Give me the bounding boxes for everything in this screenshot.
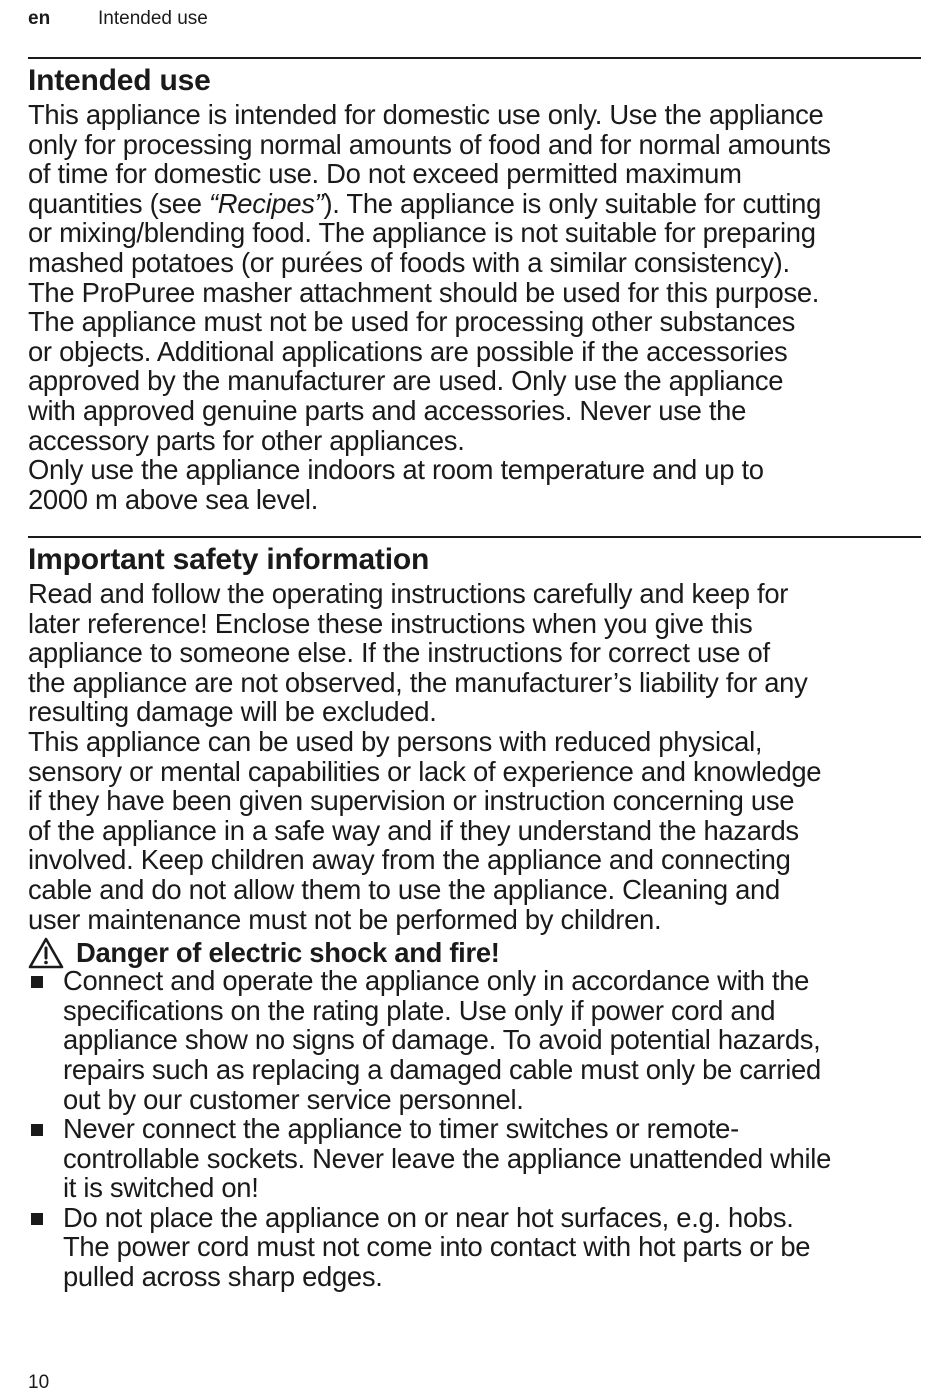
text-line: repairs such as replacing a damaged cable must only be carried (63, 1053, 821, 1085)
text-line: cable and do not allow them to use the appliance. Cleaning and (28, 873, 780, 905)
bullet-square-icon (31, 976, 43, 988)
text-segment: quantities (see (28, 187, 209, 219)
text-line: The ProPuree masher attachment should be used for this purpose. (28, 276, 820, 308)
text-line: Do not place the appliance on or near hot surfaces, e.g. hobs. (63, 1201, 794, 1233)
warning-text: Danger of electric shock and fire! (76, 937, 500, 969)
text-line: it is switched on! (63, 1172, 259, 1204)
text-line: sensory or mental capabilities or lack of experience and knowledge (28, 755, 822, 787)
section-title: Important safety information (28, 543, 430, 576)
section-divider (28, 536, 921, 538)
text-line: of the appliance in a safe way and if they understand the hazards (28, 814, 799, 846)
safety-text (28, 579, 921, 934)
text-line: This appliance is intended for domestic use only. Use the appliance (28, 99, 824, 130)
text-line: Never connect the appliance to timer switches or remote- (63, 1113, 739, 1145)
section-divider (28, 57, 921, 59)
text-line: Read and follow the operating instructions carefully and keep for (28, 578, 789, 609)
text-line: controllable sockets. Never leave the appliance unattended while (63, 1142, 832, 1174)
text-line: of time for domestic use. Do not exceed permitted maximum (28, 158, 742, 190)
text-line: involved. Keep children away from the appliance and connecting (28, 844, 791, 876)
text-line: the appliance are not observed, the manufacturer’s liability for any (28, 666, 808, 698)
page-number: 10 (28, 1372, 50, 1393)
text-line: accessory parts for other appliances. (28, 424, 465, 456)
text-line (28, 189, 921, 219)
intended-use-text (28, 100, 921, 514)
text-line: approved by the manufacturer are used. Only use the appliance (28, 365, 784, 397)
list-item (28, 1203, 921, 1292)
text-line: specifications on the rating plate. Use only if power cord and (63, 994, 776, 1026)
text-line: Only use the appliance indoors at room temperature and up to (28, 454, 764, 486)
text-line: appliance show no signs of damage. To avoid potential hazards, (63, 1024, 821, 1056)
language-code: en (28, 8, 51, 29)
text-line: mashed potatoes (or purées of foods with a similar consistency). (28, 246, 790, 278)
text-line: resulting damage will be excluded. (28, 696, 437, 728)
warning-triangle-icon (28, 937, 64, 969)
text-line: later reference! Enclose these instructions when you give this (28, 607, 753, 639)
list-item (28, 966, 921, 1114)
text-line: The appliance must not be used for processing other substances (28, 306, 796, 338)
intended-use-section (28, 63, 921, 514)
recipes-reference: “Recipes” (208, 187, 324, 219)
section-title: Intended use (28, 64, 211, 97)
text-line: if they have been given supervision or instruction concerning use (28, 785, 795, 817)
safety-bullet-list (28, 966, 921, 1292)
text-line: or objects. Additional applications are possible if the accessories (28, 335, 788, 367)
text-line: or mixing/blending food. The appliance is not suitable for preparing (28, 217, 816, 249)
text-line: user maintenance must not be performed by children. (28, 903, 662, 935)
safety-section (28, 542, 921, 1292)
text-segment: ). The appliance is only suitable for cutting (323, 187, 822, 219)
bullet-square-icon (31, 1124, 43, 1136)
text-line: The power cord must not come into contact with hot parts or be (63, 1231, 811, 1263)
text-line: Connect and operate the appliance only in accordance with the (63, 965, 810, 997)
list-item (28, 1114, 921, 1203)
running-header-section: Intended use (98, 8, 208, 29)
text-line: out by our customer service personnel. (63, 1083, 524, 1115)
text-line: 2000 m above sea level. (28, 483, 319, 515)
text-line: only for processing normal amounts of food and for normal amounts (28, 128, 831, 160)
text-line: with approved genuine parts and accessories. Never use the (28, 394, 747, 426)
running-header (28, 6, 208, 32)
text-line: pulled across sharp edges. (63, 1261, 383, 1293)
bullet-square-icon (31, 1213, 43, 1225)
text-line: This appliance can be used by persons with reduced physical, (28, 725, 763, 757)
text-line: appliance to someone else. If the instructions for correct use of (28, 637, 770, 669)
